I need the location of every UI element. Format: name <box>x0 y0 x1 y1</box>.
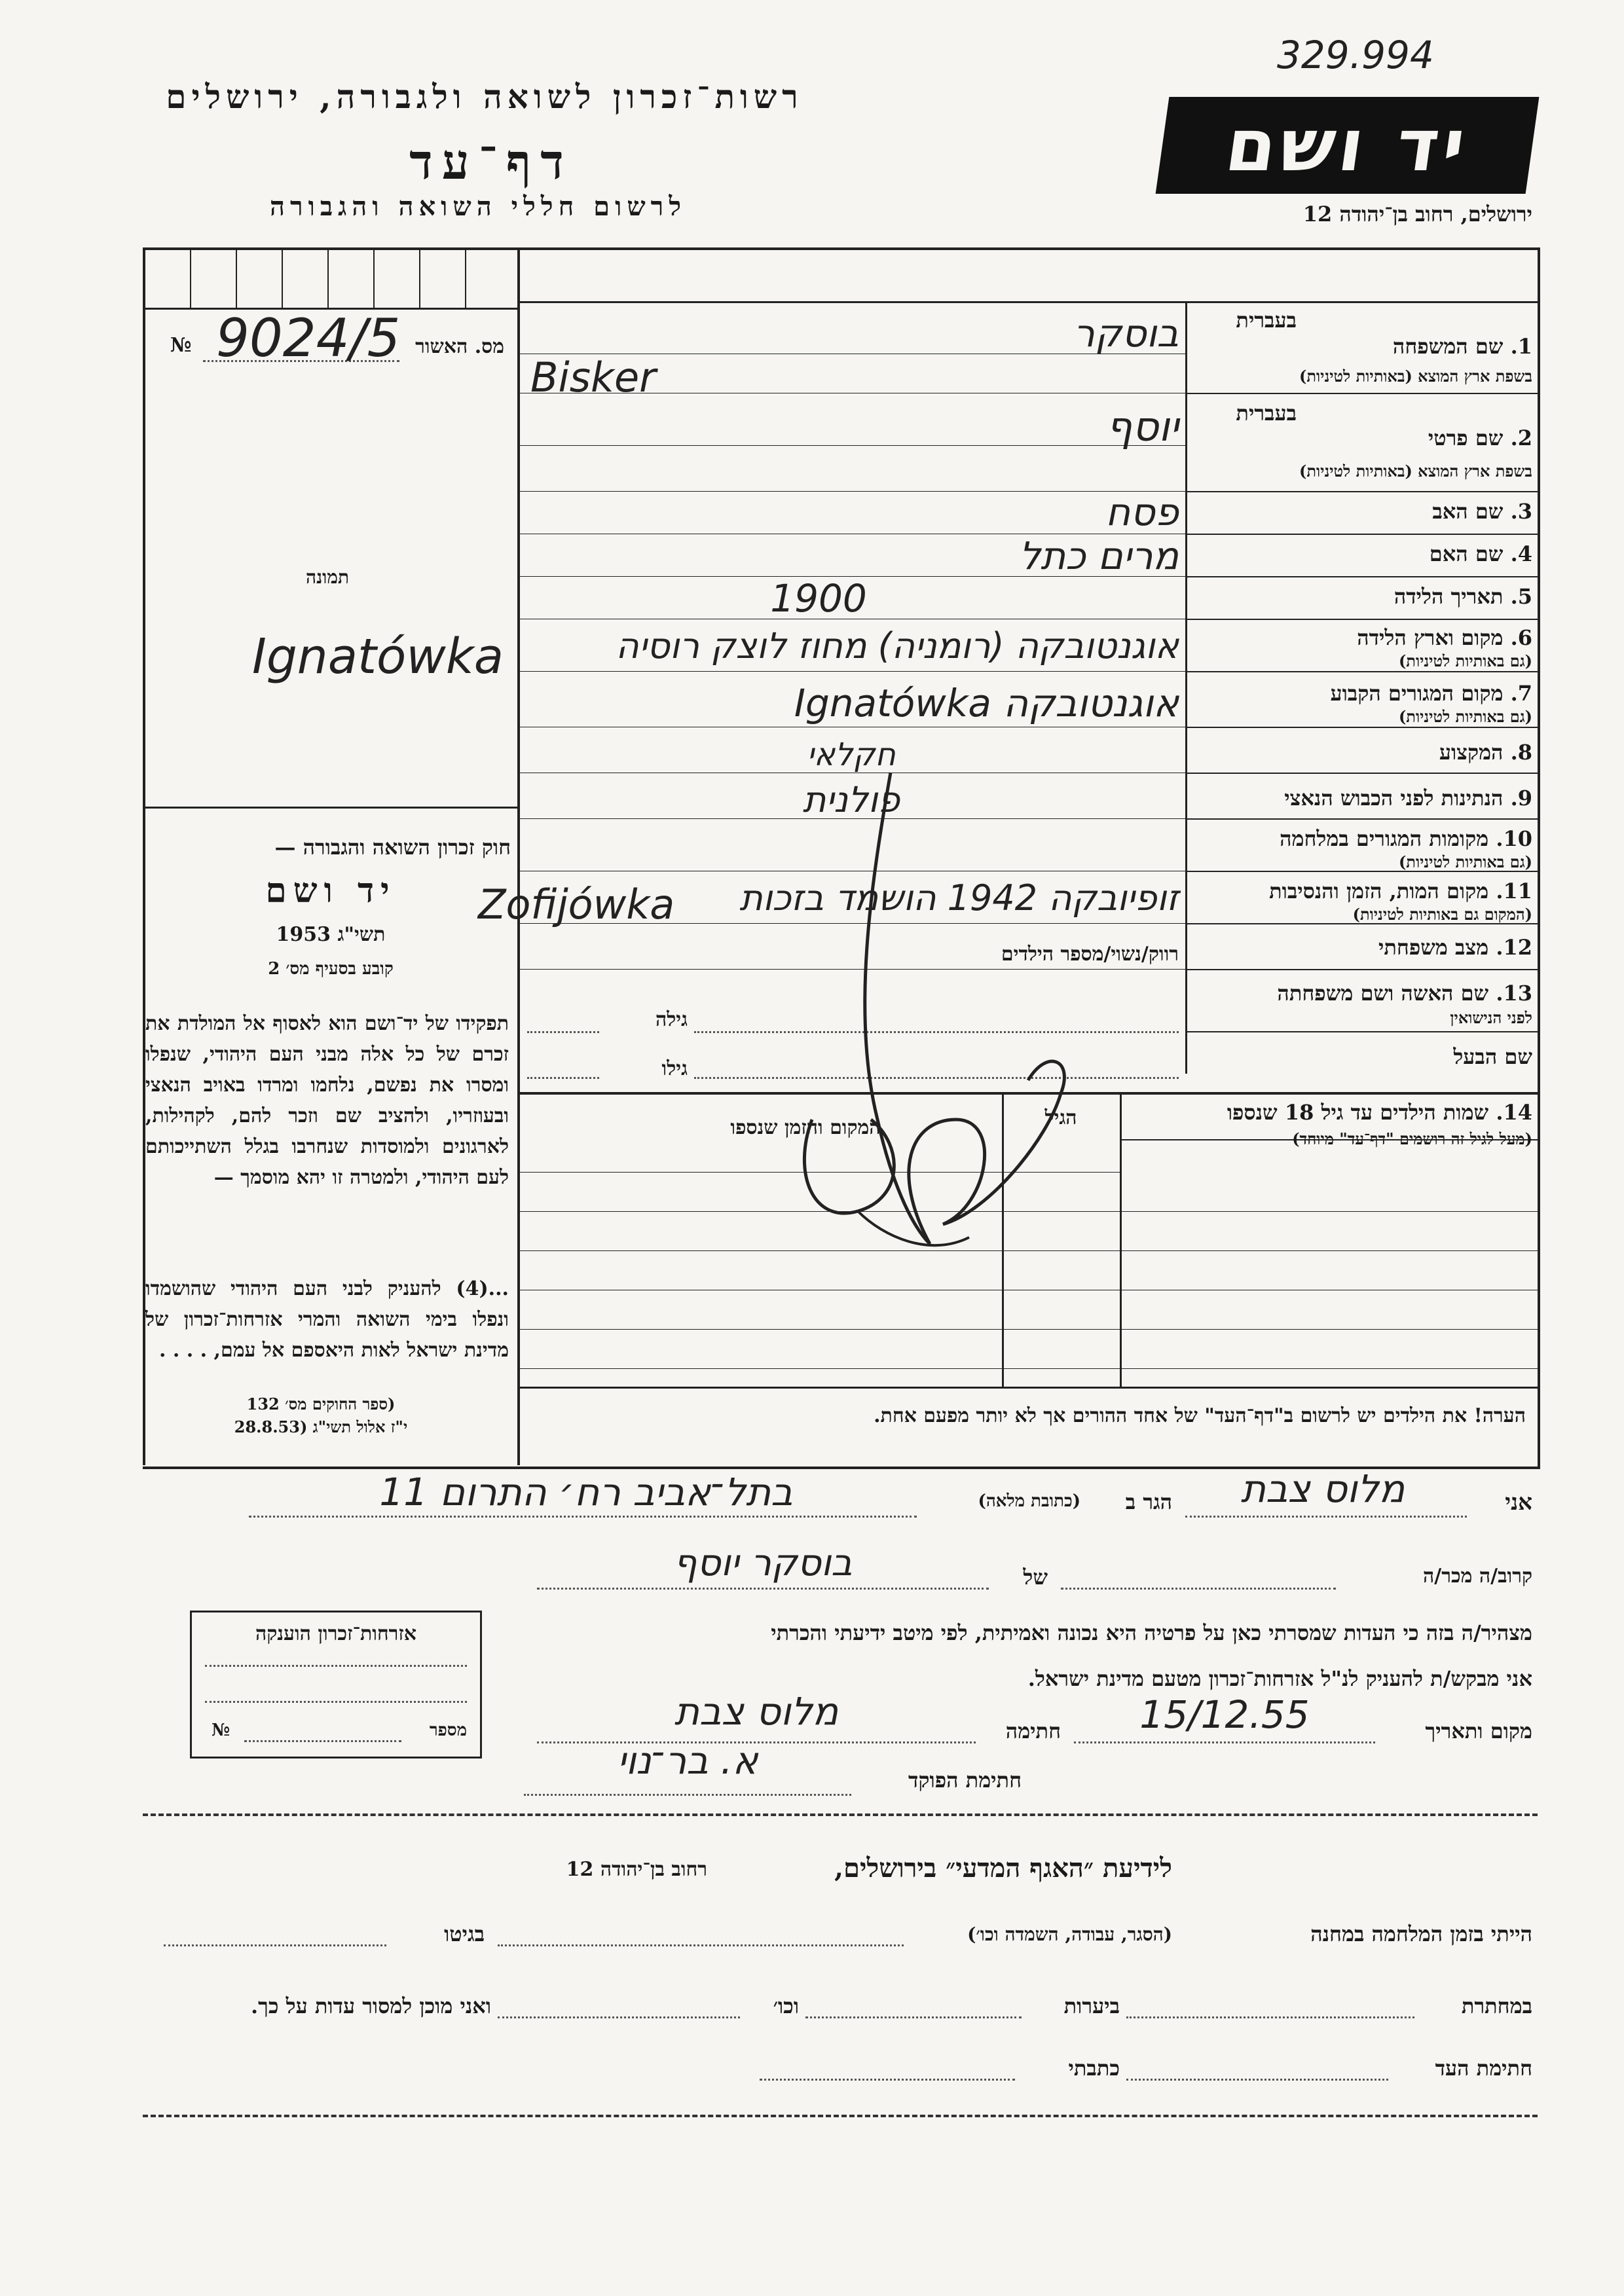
decl-request: אני מבקש/ת להעניק לנ"ל אזרחות־זכרון מטעם מדינת ישראל. <box>1027 1666 1532 1691</box>
field-6-label: 6. מקום וארץ הלידה <box>1357 625 1532 650</box>
form-subtitle: לרשום חללי השואה והגבורה <box>269 191 687 222</box>
footer-line2-c: וכו׳ <box>773 1994 799 2018</box>
footer-line2-a: במחתרת <box>1461 1994 1532 2018</box>
field-11-sub: (המקום גם באותיות לטיניות) <box>1352 905 1532 924</box>
relative-label: קרוב/ה מכר/ה <box>1423 1565 1532 1588</box>
field-3-label: 3. שם האב <box>1432 499 1532 524</box>
field-13-sub: לפני הנישואין <box>1450 1008 1532 1027</box>
field-4-value[interactable]: מרים כתל <box>1019 534 1179 578</box>
witness-address[interactable]: בתל־אביב רח׳ התרום 11 <box>379 1470 793 1514</box>
footer-line1-a: הייתי בזמן המלחמה במחנה <box>1310 1922 1532 1946</box>
husband-age-label: גילו <box>661 1057 688 1080</box>
field-6-value[interactable]: אוגנטובקה (רומניה) מחוז לוצק רוסיה <box>616 625 1179 666</box>
relative-of-value[interactable]: בוסקר יוסף <box>673 1542 853 1584</box>
of-label: של <box>1023 1565 1048 1590</box>
law-source: (ספר החוקים מס׳ 132 <box>246 1394 396 1413</box>
law-logo: יד ושם <box>265 871 396 911</box>
field-8-value[interactable]: חקלאי <box>807 737 896 773</box>
field-7-value[interactable]: אוגנטובקה Ignatówka <box>794 681 1179 725</box>
field-1-label: 1. שם המשפחה <box>1392 334 1532 359</box>
footer-line1-c: בגיטו <box>444 1922 485 1946</box>
handwritten-number: 329.994 <box>1277 33 1434 77</box>
field-2-label: 2. שם פרטי <box>1428 426 1532 450</box>
field-2-sub: בשפת ארץ המוצא (באותיות לטיניות) <box>1299 462 1532 481</box>
institution-name: רשות־זכרון לשואה ולגבורה, ירושלים <box>166 77 803 116</box>
field-4-label: 4. שם האם <box>1429 541 1532 566</box>
yad-vashem-logo <box>1156 97 1540 194</box>
decl-ani: אני <box>1505 1489 1532 1516</box>
photo-area-text: Ignatówka <box>252 629 504 685</box>
witness-name[interactable]: מלוס צבת <box>1240 1467 1405 1511</box>
logo-address: ירושלים, רחוב בן־יהודה 12 <box>1302 202 1532 227</box>
field-13-label: 13. שם האשה ושם משפחתה <box>1277 981 1532 1006</box>
logo-text: יד ושם <box>1220 103 1475 187</box>
photo-label: תמונה <box>305 566 350 588</box>
signature-label: חתימה <box>1005 1719 1061 1743</box>
field-10-sub: (גם באותיות לטיניות) <box>1398 852 1532 871</box>
field-9-value[interactable]: פולנית <box>802 779 900 820</box>
decl-resident: הגר ב <box>1125 1489 1172 1514</box>
field-8-label: 8. המקצוע <box>1439 740 1532 765</box>
field-5-label: 5. תאריך הלידה <box>1393 584 1532 609</box>
citizenship-number-sign: № <box>212 1721 231 1740</box>
form-title: דף־עד <box>409 134 573 191</box>
officer-label: חתימת הפוקד <box>908 1768 1022 1793</box>
footer-line3-b: כתבתי <box>1068 2056 1120 2081</box>
field-7-label: 7. מקום המגורים הקבוע <box>1330 681 1532 706</box>
date-value[interactable]: 15/12.55 <box>1139 1692 1310 1737</box>
citizenship-title: אזרחות־זכרון הוענקה <box>255 1622 417 1645</box>
field-10-label: 10. מקומות המגורים במלחמה <box>1280 826 1532 851</box>
record-label: מס. האשור <box>415 335 504 358</box>
field-11-value[interactable]: זופיובקה 1942 הושמד בזכות <box>739 877 1179 919</box>
place-date-label: מקום ותאריך <box>1425 1719 1532 1743</box>
field-12-label: 12. מצב משפחתי <box>1378 935 1532 960</box>
officer-signature[interactable]: א. בר־נוי <box>617 1738 758 1783</box>
children-col-place: המקום והזמן שנספו <box>730 1116 881 1139</box>
law-date: י"ז אלול תשי"ג (28.8.53 <box>234 1417 408 1436</box>
field-3-value[interactable]: פסח <box>1105 490 1179 534</box>
children-sub: (מעל לגיל זה רושמים "דף־עד" מיוחד) <box>1292 1129 1532 1148</box>
footer-address: רחוב בן־יהודה 12 <box>566 1858 707 1881</box>
signature-scribble <box>773 753 1166 1277</box>
field-2-value[interactable]: יוסף <box>1106 403 1179 450</box>
children-label: 14. שמות הילדים עד גיל 18 שנספו <box>1227 1100 1532 1125</box>
field-11-value-latin[interactable]: Zofijówka <box>478 881 675 928</box>
law-title: חוק זכרון השואה והגבורה — <box>274 835 511 860</box>
footer-line1-b: (הסגר, עבודה, השמדה וכו׳) <box>967 1923 1172 1945</box>
husband-label: שם הבעל <box>1453 1044 1532 1069</box>
decl-statement: מצהיר/ה בזה כי העדות שמסרתי כאן על פרטיה היא נכונה ואמיתית, לפי מיטב ידיעתי והכרתי <box>771 1620 1532 1645</box>
law-body-2: ...(4) להעניק לבני העם היהודי שהושמדו ונפלו בימי השואה והמרי אזרחות־זכרון של מדינת ישראל לאות היאספם אל עמם, . . . . <box>145 1277 509 1362</box>
field-9-label: 9. הנתינות לפני הכבוש הנאצי <box>1284 786 1532 811</box>
citizenship-number-label: מספר <box>429 1721 467 1740</box>
field-12-value[interactable]: רווק/נשוי/מספר הילדים <box>1001 943 1179 966</box>
children-col-age: הגיל <box>1044 1106 1077 1129</box>
field-5-value[interactable]: 1900 <box>770 576 867 621</box>
decl-addr-hint: (כתובת מלאה) <box>978 1491 1080 1511</box>
law-year: תשי"ג 1953 <box>276 923 386 946</box>
footer-line2-b: ביערות <box>1063 1994 1120 2018</box>
signature-value[interactable]: מלוס צבת <box>674 1689 839 1734</box>
field-6-sub: (גם באותיות לטיניות) <box>1398 651 1532 670</box>
field-1-value[interactable]: בוסקר <box>1073 311 1179 355</box>
field-1-sub: בשפת ארץ המוצא (באותיות לטיניות) <box>1299 367 1532 386</box>
field-7-sub: (גם באותיות לטיניות) <box>1398 707 1532 726</box>
law-body: תפקידו של יד־ושם הוא לאסוף אל המולדת את זכרם של כל אלה מבני העם היהודי, שנפלו ומסרו את נפשם, נלחמו ומרדו באויב הנאצי ובעוזריו, ולהציב שם וזכר להם, לקהילות, לארגונים ולמוסדות שנחרבו בגלל השתייכותם לעם היהודי, ולמטרה זו יהא מוסמך — <box>145 1012 509 1189</box>
footer-line2-d: ואני מוכן למסור עדות על כך. <box>250 1994 491 2018</box>
field-13-age-label: גילה <box>655 1008 688 1031</box>
footer-line3-a: חתימת העד <box>1435 2056 1532 2081</box>
field-1-prefix: בעברית <box>1236 308 1297 333</box>
law-clause: קובע בסעיף מס׳ 2 <box>268 959 394 979</box>
footer-title: לידיעת ״האגף המדעי״ בירושלים, <box>834 1853 1172 1884</box>
field-2-prefix: בעברית <box>1236 401 1297 426</box>
record-no-sign: № <box>170 334 192 357</box>
note-text: הערה! את הילדים יש לרשום ב"דף־העד" של אחד ההורים אך לא יותר מפעם אחת. <box>874 1404 1526 1427</box>
citizenship-box <box>190 1611 482 1758</box>
record-number-value: 9024/5 <box>216 308 401 369</box>
field-1-value-latin[interactable]: Bisker <box>530 354 656 401</box>
field-11-label: 11. מקום המות, הזמן והנסיבות <box>1269 879 1532 903</box>
